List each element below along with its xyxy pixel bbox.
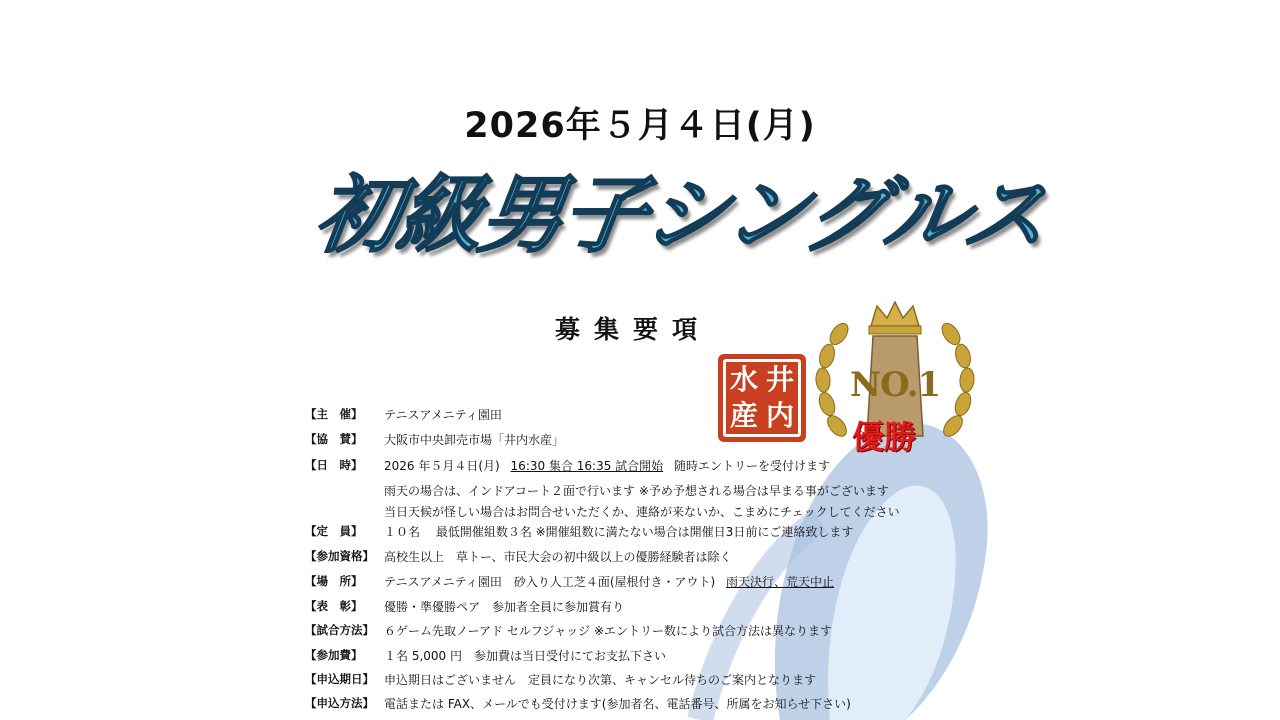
detail-label: 【日 時】 (305, 458, 363, 472)
stamp-char: 水 (729, 363, 758, 396)
detail-value: １０名 最低開催組数３名 ※開催組数に満たない場合は開催日3日前にご連絡致します (384, 525, 854, 539)
detail-value: 高校生以上 草トー、市民大会の初中級以上の優勝経験者は除く (384, 550, 732, 564)
section-heading: 募集要項 (555, 315, 712, 344)
detail-value: 大阪市中央卸売市場「井内水産」 (384, 433, 565, 447)
detail-label: 【協 賛】 (305, 432, 363, 446)
detail-label: 【試合方法】 (305, 623, 374, 637)
detail-label: 【申込方法】 (305, 696, 374, 710)
detail-value: １名 5,000 円 参加費は当日受付にてお支払下さい (384, 649, 666, 663)
detail-label: 【参加費】 (305, 648, 363, 662)
detail-value: 当日天候が怪しい場合はお問合せいただくか、連絡が来ないか、こまめにチェックしてください (384, 505, 900, 519)
detail-value: ６ゲーム先取ノーアド セルフジャッジ ※エントリー数により試合方法は異なります (384, 624, 833, 638)
event-title: 初級男子シングルス (309, 166, 1053, 264)
event-date: 2026年５月４日(月) (464, 106, 816, 146)
badge-caption-text: 優勝 (852, 418, 917, 456)
detail-value: テニスアメニティ園田 (384, 408, 502, 422)
detail-value: 優勝・準優勝ペア 参加者全員に参加賞有り (384, 600, 625, 614)
venue-text: テニスアメニティ園田 砂入り人工芝４面(屋根付き・アウト) (384, 575, 716, 589)
meeting-time-text: 16:30 集合 16:35 試合開始 (510, 459, 664, 473)
detail-label: 【定 員】 (305, 524, 363, 538)
weather-policy-text: 雨天決行、荒天中止 (726, 575, 835, 589)
date-text: 2026 年５月４日(月) (384, 459, 500, 473)
detail-value: 電話または FAX、メールでも受付けます(参加者名、電話番号、所属をお知らせ下さい) (384, 697, 851, 711)
entry-note-text: 随時エントリーを受付けます (673, 459, 830, 473)
detail-label: 【場 所】 (305, 574, 363, 588)
detail-label: 【表 彰】 (305, 599, 363, 613)
detail-value: 雨天の場合は、インドアコート２面で行います ※予め予想される場合は早まる事がございます (384, 484, 889, 498)
detail-label: 【申込期日】 (305, 672, 374, 686)
detail-value: 申込期日はございません 定員になり次第、キャンセル待ちのご案内となります (384, 673, 817, 687)
stamp-char: 内 (765, 399, 794, 432)
stamp-char: 井 (765, 363, 794, 396)
detail-label: 【主 催】 (305, 407, 363, 421)
detail-value (384, 573, 834, 590)
detail-value (384, 457, 830, 474)
detail-label: 【参加資格】 (305, 549, 374, 563)
badge-rank-text: NO.1 (850, 365, 941, 405)
stamp-char: 産 (729, 399, 758, 432)
